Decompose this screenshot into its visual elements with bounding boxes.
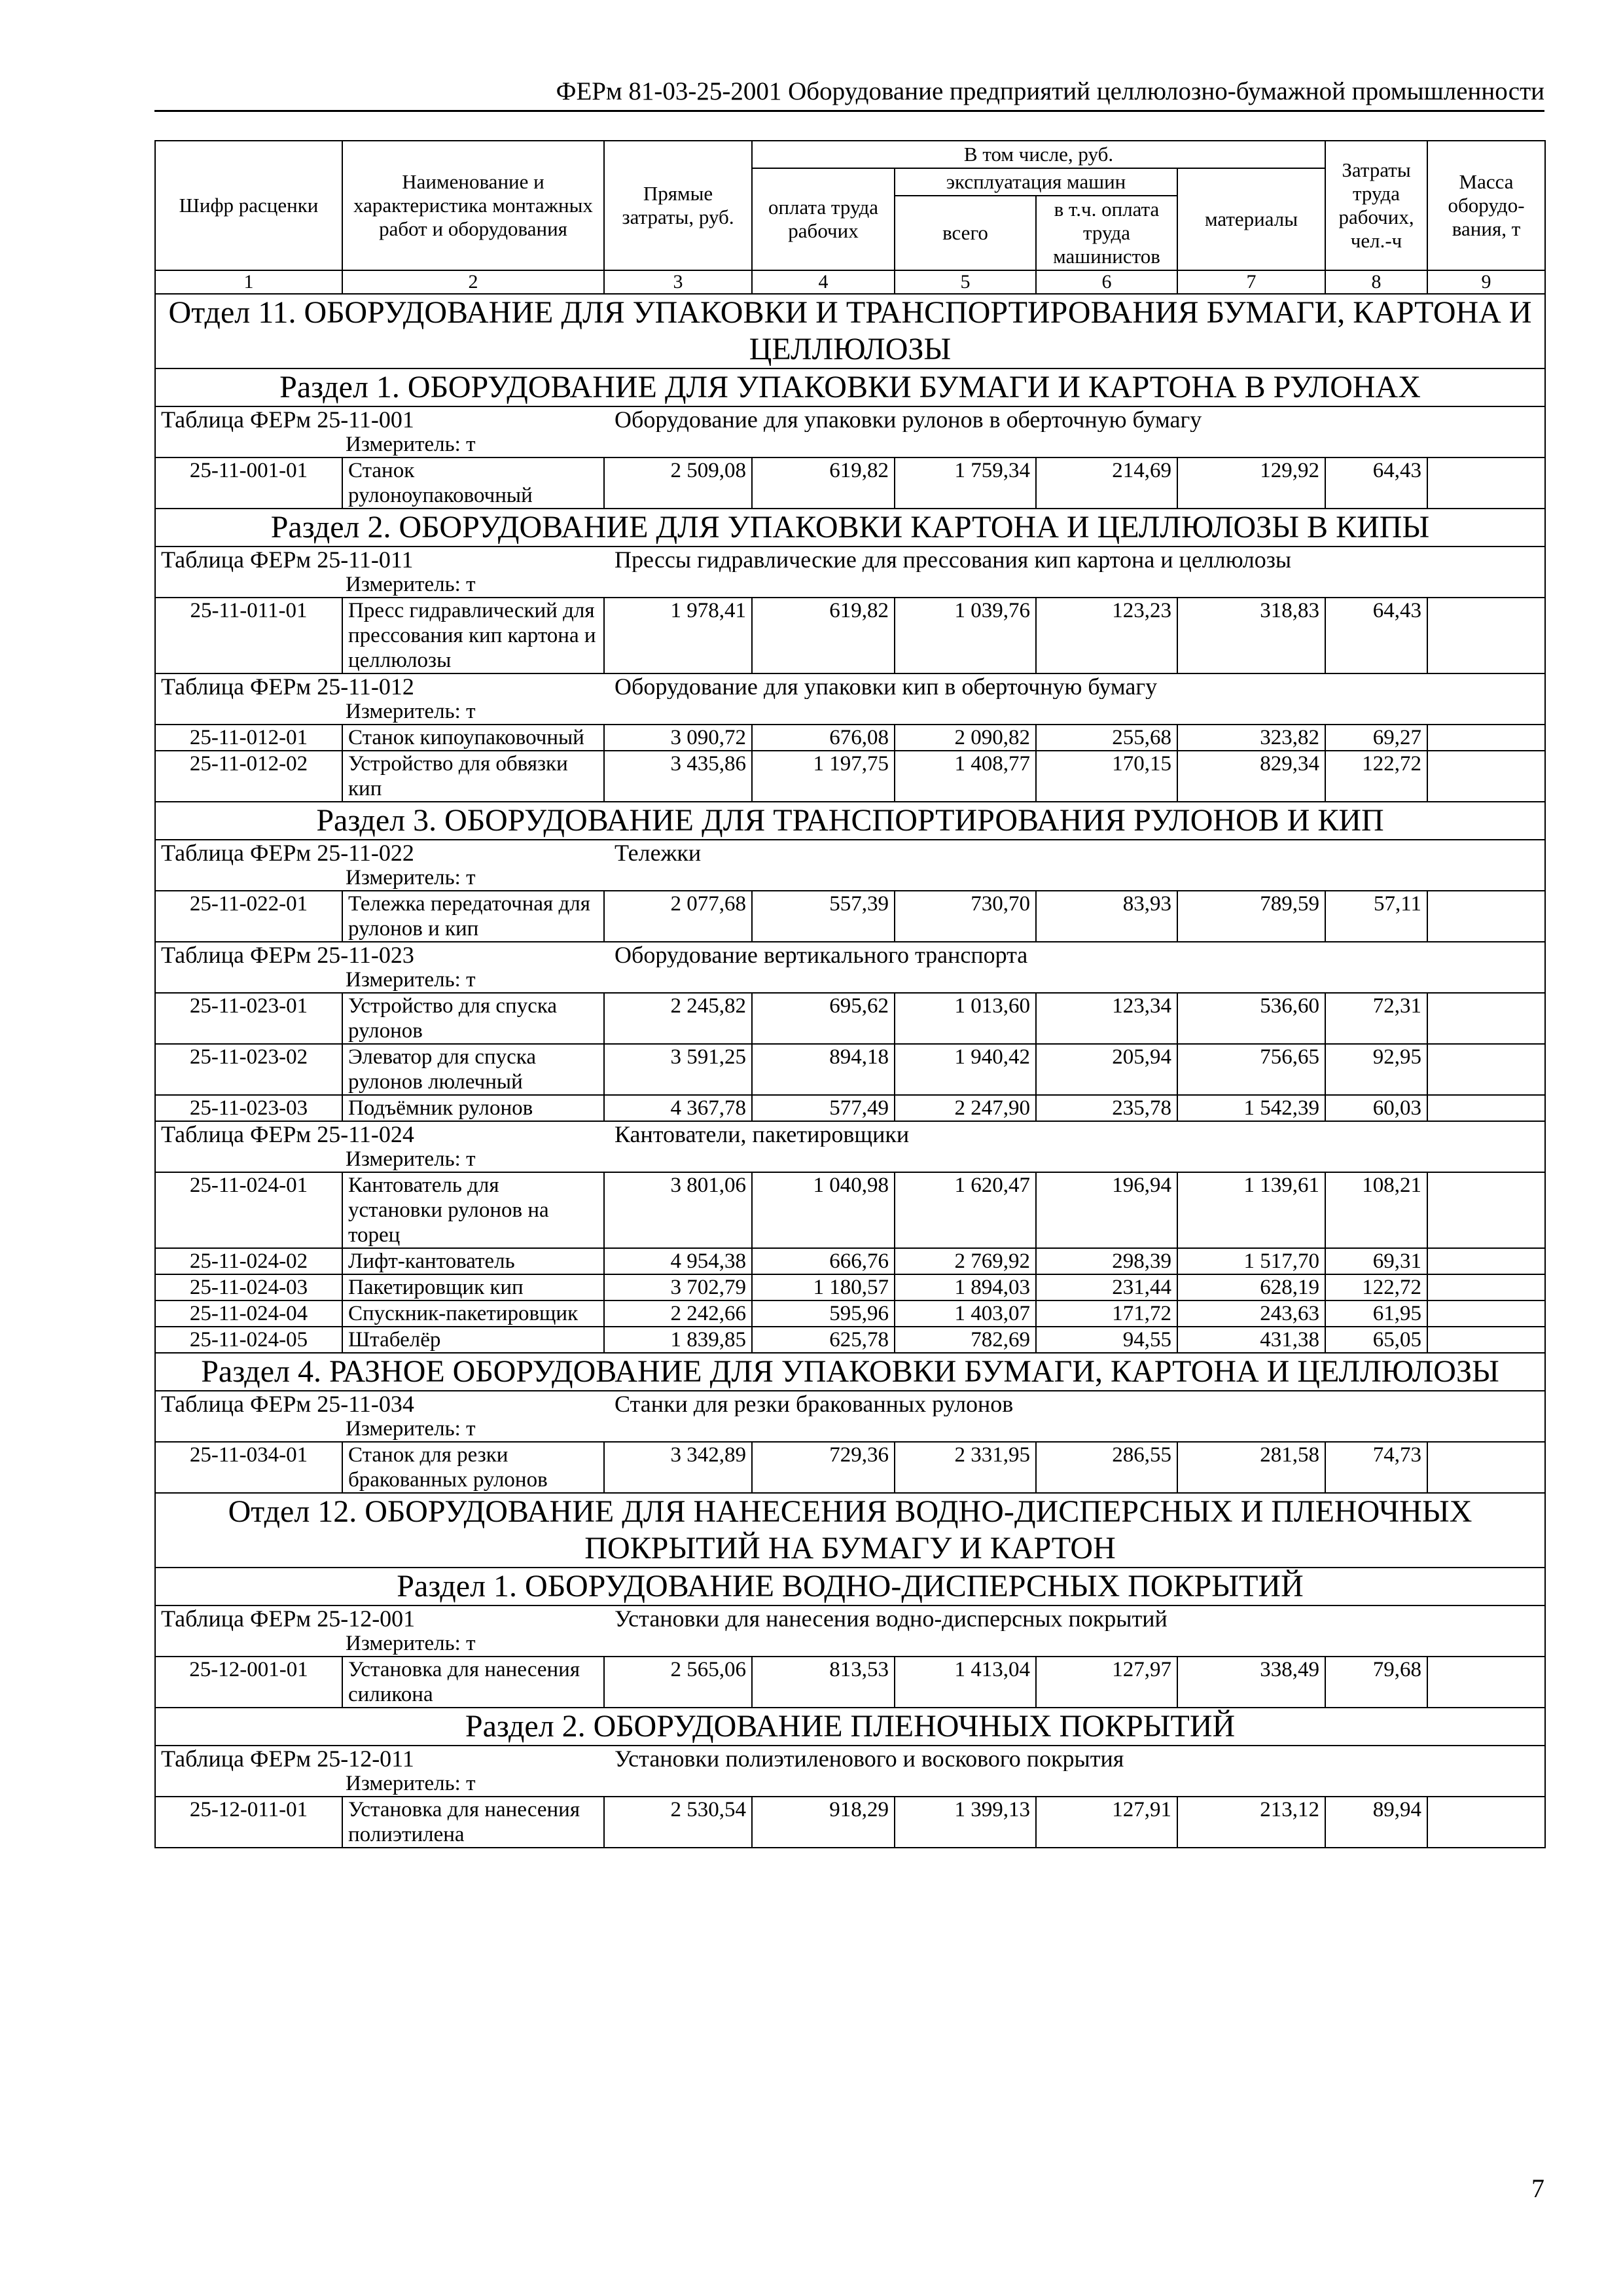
wages-cost: 695,62 — [752, 993, 895, 1044]
materials-cost: 281,58 — [1177, 1442, 1325, 1493]
materials-cost: 756,65 — [1177, 1044, 1325, 1095]
machines-total: 782,69 — [895, 1327, 1036, 1353]
labor-hours: 60,03 — [1325, 1095, 1427, 1121]
table-row — [155, 457, 1545, 509]
table-row — [155, 1327, 1545, 1353]
rate-name: Устройство для спуска рулонов — [342, 993, 604, 1044]
rate-code: 25-11-012-01 — [155, 725, 342, 751]
section-heading: Раздел 4. РАЗНОЕ ОБОРУДОВАНИЕ ДЛЯ УПАКОВКИ БУМАГИ, КАРТОНА И ЦЕЛЛЮЛОЗЫ — [155, 1353, 1545, 1391]
column-number: 8 — [1325, 270, 1427, 294]
machines-total: 1 408,77 — [895, 751, 1036, 802]
measure-label: Измеритель: т — [155, 432, 1545, 457]
rate-code: 25-11-034-01 — [155, 1442, 342, 1493]
column-number: 7 — [1177, 270, 1325, 294]
table-row — [155, 598, 1545, 673]
section-heading-row — [155, 802, 1545, 840]
materials-cost: 1 542,39 — [1177, 1095, 1325, 1121]
rate-code: 25-11-024-04 — [155, 1300, 342, 1327]
machinist-wages: 127,91 — [1036, 1797, 1177, 1848]
rate-name: Тележка передаточная для рулонов и кип — [342, 891, 604, 942]
measure-label: Измеритель: т — [155, 572, 1545, 598]
column-number: 2 — [342, 270, 604, 294]
machines-total: 1 403,07 — [895, 1300, 1036, 1327]
table-code: Таблица ФЕРм 25-11-024 — [155, 1121, 604, 1147]
table-heading-row — [155, 673, 1545, 699]
machinist-wages: 170,15 — [1036, 751, 1177, 802]
table-row — [155, 751, 1545, 802]
direct-cost: 2 077,68 — [604, 891, 752, 942]
wages-cost: 676,08 — [752, 725, 895, 751]
direct-cost: 4 367,78 — [604, 1095, 752, 1121]
rate-code: 25-11-023-01 — [155, 993, 342, 1044]
direct-cost: 2 509,08 — [604, 457, 752, 509]
measure-row — [155, 1771, 1545, 1797]
col-mass-header: Масса оборудо-вания, т — [1427, 141, 1545, 270]
machinist-wages: 286,55 — [1036, 1442, 1177, 1493]
wages-cost: 1 197,75 — [752, 751, 895, 802]
column-number: 1 — [155, 270, 342, 294]
wages-cost: 619,82 — [752, 457, 895, 509]
measure-row — [155, 699, 1545, 725]
section-heading-row — [155, 294, 1545, 368]
measure-row — [155, 1416, 1545, 1442]
table-row — [155, 1797, 1545, 1848]
machinist-wages: 214,69 — [1036, 457, 1177, 509]
table-heading-row — [155, 1605, 1545, 1631]
measure-row — [155, 432, 1545, 457]
wages-cost: 894,18 — [752, 1044, 895, 1095]
direct-cost: 2 242,66 — [604, 1300, 752, 1327]
wages-cost: 666,76 — [752, 1248, 895, 1274]
table-title: Тележки — [604, 840, 1545, 865]
rate-code: 25-11-022-01 — [155, 891, 342, 942]
table-title: Оборудование для упаковки кип в оберточную бумагу — [604, 673, 1545, 699]
materials-cost: 243,63 — [1177, 1300, 1325, 1327]
table-code: Таблица ФЕРм 25-11-011 — [155, 547, 604, 572]
wages-cost: 1 180,57 — [752, 1274, 895, 1300]
machinist-wages: 171,72 — [1036, 1300, 1177, 1327]
section-heading: Раздел 2. ОБОРУДОВАНИЕ ДЛЯ УПАКОВКИ КАРТОНА И ЦЕЛЛЮЛОЗЫ В КИПЫ — [155, 509, 1545, 547]
machinist-wages: 255,68 — [1036, 725, 1177, 751]
materials-cost: 1 139,61 — [1177, 1172, 1325, 1248]
section-heading-row — [155, 368, 1545, 406]
equipment-mass — [1427, 725, 1545, 751]
measure-label: Измеритель: т — [155, 1147, 1545, 1172]
table-row — [155, 1442, 1545, 1493]
section-heading: Отдел 12. ОБОРУДОВАНИЕ ДЛЯ НАНЕСЕНИЯ ВОДНО-ДИСПЕРСНЫХ И ПЛЕНОЧНЫХ ПОКРЫТИЙ НА БУМАГУ И КАРТОН — [155, 1493, 1545, 1568]
measure-row — [155, 967, 1545, 993]
rate-code: 25-11-024-01 — [155, 1172, 342, 1248]
labor-hours: 89,94 — [1325, 1797, 1427, 1848]
equipment-mass — [1427, 1172, 1545, 1248]
rate-name: Элеватор для спуска рулонов люлечный — [342, 1044, 604, 1095]
machines-total: 1 620,47 — [895, 1172, 1036, 1248]
column-number: 6 — [1036, 270, 1177, 294]
table-heading-row — [155, 1746, 1545, 1771]
measure-row — [155, 572, 1545, 598]
machinist-wages: 205,94 — [1036, 1044, 1177, 1095]
col-total-header: всего — [895, 196, 1036, 270]
rate-code: 25-12-011-01 — [155, 1797, 342, 1848]
labor-hours: 74,73 — [1325, 1442, 1427, 1493]
equipment-mass — [1427, 1300, 1545, 1327]
rate-code: 25-11-024-05 — [155, 1327, 342, 1353]
col-materials-header: материалы — [1177, 168, 1325, 270]
labor-hours: 69,31 — [1325, 1248, 1427, 1274]
table-row — [155, 993, 1545, 1044]
table-code: Таблица ФЕРм 25-11-034 — [155, 1391, 604, 1416]
rate-name: Кантователь для установки рулонов на торец — [342, 1172, 604, 1248]
page-number: 7 — [1531, 2174, 1544, 2203]
rate-name: Установка для нанесения полиэтилена — [342, 1797, 604, 1848]
measure-row — [155, 1147, 1545, 1172]
section-heading: Раздел 1. ОБОРУДОВАНИЕ ВОДНО-ДИСПЕРСНЫХ ПОКРЫТИЙ — [155, 1568, 1545, 1605]
labor-hours: 64,43 — [1325, 457, 1427, 509]
direct-cost: 3 090,72 — [604, 725, 752, 751]
direct-cost: 3 342,89 — [604, 1442, 752, 1493]
table-row — [155, 1274, 1545, 1300]
measure-row — [155, 865, 1545, 891]
materials-cost: 129,92 — [1177, 457, 1325, 509]
section-heading-row — [155, 1708, 1545, 1746]
wages-cost: 595,96 — [752, 1300, 895, 1327]
wages-cost: 813,53 — [752, 1657, 895, 1708]
direct-cost: 2 530,54 — [604, 1797, 752, 1848]
materials-cost: 789,59 — [1177, 891, 1325, 942]
wages-cost: 625,78 — [752, 1327, 895, 1353]
rate-name: Станок кипоупаковочный — [342, 725, 604, 751]
machinist-wages: 123,34 — [1036, 993, 1177, 1044]
labor-hours: 72,31 — [1325, 993, 1427, 1044]
wages-cost: 577,49 — [752, 1095, 895, 1121]
machines-total: 1 039,76 — [895, 598, 1036, 673]
rate-code: 25-11-012-02 — [155, 751, 342, 802]
machinist-wages: 94,55 — [1036, 1327, 1177, 1353]
machinist-wages: 235,78 — [1036, 1095, 1177, 1121]
machines-total: 1 399,13 — [895, 1797, 1036, 1848]
materials-cost: 431,38 — [1177, 1327, 1325, 1353]
rate-code: 25-11-023-03 — [155, 1095, 342, 1121]
direct-cost: 3 591,25 — [604, 1044, 752, 1095]
materials-cost: 536,60 — [1177, 993, 1325, 1044]
machines-total: 2 090,82 — [895, 725, 1036, 751]
table-title: Оборудование для упаковки рулонов в оберточную бумагу — [604, 406, 1545, 432]
table-title: Станки для резки бракованных рулонов — [604, 1391, 1545, 1416]
machinist-wages: 231,44 — [1036, 1274, 1177, 1300]
materials-cost: 323,82 — [1177, 725, 1325, 751]
direct-cost: 2 565,06 — [604, 1657, 752, 1708]
direct-cost: 4 954,38 — [604, 1248, 752, 1274]
table-heading-row — [155, 547, 1545, 572]
rate-name: Спускник-пакетировщик — [342, 1300, 604, 1327]
machines-total: 1 013,60 — [895, 993, 1036, 1044]
column-number: 3 — [604, 270, 752, 294]
rate-code: 25-11-011-01 — [155, 598, 342, 673]
column-number: 5 — [895, 270, 1036, 294]
table-row — [155, 891, 1545, 942]
machines-total: 1 940,42 — [895, 1044, 1036, 1095]
wages-cost: 729,36 — [752, 1442, 895, 1493]
table-code: Таблица ФЕРм 25-11-022 — [155, 840, 604, 865]
table-code: Таблица ФЕРм 25-11-012 — [155, 673, 604, 699]
table-row — [155, 1300, 1545, 1327]
equipment-mass — [1427, 1274, 1545, 1300]
machines-total: 1 759,34 — [895, 457, 1036, 509]
rate-name: Подъёмник рулонов — [342, 1095, 604, 1121]
equipment-mass — [1427, 891, 1545, 942]
rate-name: Станок рулоноупаковочный — [342, 457, 604, 509]
materials-cost: 213,12 — [1177, 1797, 1325, 1848]
table-heading-row — [155, 942, 1545, 967]
table-code: Таблица ФЕРм 25-12-001 — [155, 1605, 604, 1631]
table-row — [155, 1044, 1545, 1095]
wages-cost: 1 040,98 — [752, 1172, 895, 1248]
machines-total: 2 247,90 — [895, 1095, 1036, 1121]
measure-label: Измеритель: т — [155, 699, 1545, 725]
materials-cost: 1 517,70 — [1177, 1248, 1325, 1274]
direct-cost: 3 702,79 — [604, 1274, 752, 1300]
materials-cost: 628,19 — [1177, 1274, 1325, 1300]
labor-hours: 65,05 — [1325, 1327, 1427, 1353]
machinist-wages: 298,39 — [1036, 1248, 1177, 1274]
measure-label: Измеритель: т — [155, 865, 1545, 891]
direct-cost: 1 978,41 — [604, 598, 752, 673]
table-row — [155, 1172, 1545, 1248]
table-title: Установки полиэтиленового и воскового покрытия — [604, 1746, 1545, 1771]
labor-hours: 69,27 — [1325, 725, 1427, 751]
table-code: Таблица ФЕРм 25-11-023 — [155, 942, 604, 967]
table-heading-row — [155, 840, 1545, 865]
rate-name: Установка для нанесения силикона — [342, 1657, 604, 1708]
section-heading: Раздел 3. ОБОРУДОВАНИЕ ДЛЯ ТРАНСПОРТИРОВАНИЯ РУЛОНОВ И КИП — [155, 802, 1545, 840]
section-heading: Раздел 2. ОБОРУДОВАНИЕ ПЛЕНОЧНЫХ ПОКРЫТИЙ — [155, 1708, 1545, 1746]
table-row — [155, 1095, 1545, 1121]
measure-label: Измеритель: т — [155, 1631, 1545, 1657]
col-code-header: Шифр расценки — [155, 141, 342, 270]
table-title: Оборудование вертикального транспорта — [604, 942, 1545, 967]
table-code: Таблица ФЕРм 25-12-011 — [155, 1746, 604, 1771]
section-heading-row — [155, 509, 1545, 547]
labor-hours: 79,68 — [1325, 1657, 1427, 1708]
measure-row — [155, 1631, 1545, 1657]
rate-name: Станок для резки бракованных рулонов — [342, 1442, 604, 1493]
rate-code: 25-11-001-01 — [155, 457, 342, 509]
equipment-mass — [1427, 1442, 1545, 1493]
table-row — [155, 1657, 1545, 1708]
section-heading: Раздел 1. ОБОРУДОВАНИЕ ДЛЯ УПАКОВКИ БУМАГИ И КАРТОНА В РУЛОНАХ — [155, 368, 1545, 406]
wages-cost: 557,39 — [752, 891, 895, 942]
materials-cost: 338,49 — [1177, 1657, 1325, 1708]
section-heading-row — [155, 1568, 1545, 1605]
direct-cost: 3 801,06 — [604, 1172, 752, 1248]
labor-hours: 61,95 — [1325, 1300, 1427, 1327]
equipment-mass — [1427, 1657, 1545, 1708]
equipment-mass — [1427, 993, 1545, 1044]
labor-hours: 64,43 — [1325, 598, 1427, 673]
rates-table — [154, 140, 1546, 1848]
equipment-mass — [1427, 1248, 1545, 1274]
labor-hours: 108,21 — [1325, 1172, 1427, 1248]
equipment-mass — [1427, 457, 1545, 509]
col-incl-header: В том числе, руб. — [752, 141, 1325, 168]
col-machinist-header: в т.ч. оплата труда машинистов — [1036, 196, 1177, 270]
direct-cost: 3 435,86 — [604, 751, 752, 802]
table-title: Кантователи, пакетировщики — [604, 1121, 1545, 1147]
direct-cost: 1 839,85 — [604, 1327, 752, 1353]
table-heading-row — [155, 1121, 1545, 1147]
section-heading: Отдел 11. ОБОРУДОВАНИЕ ДЛЯ УПАКОВКИ И ТРАНСПОРТИРОВАНИЯ БУМАГИ, КАРТОНА И ЦЕЛЛЮЛОЗЫ — [155, 294, 1545, 368]
equipment-mass — [1427, 598, 1545, 673]
equipment-mass — [1427, 751, 1545, 802]
table-code: Таблица ФЕРм 25-11-001 — [155, 406, 604, 432]
equipment-mass — [1427, 1095, 1545, 1121]
col-wages-header: оплата труда рабочих — [752, 168, 895, 270]
rate-name: Лифт-кантователь — [342, 1248, 604, 1274]
labor-hours: 122,72 — [1325, 751, 1427, 802]
machines-total: 1 413,04 — [895, 1657, 1036, 1708]
measure-label: Измеритель: т — [155, 967, 1545, 993]
column-number: 9 — [1427, 270, 1545, 294]
rate-name: Устройство для обвязки кип — [342, 751, 604, 802]
machinist-wages: 83,93 — [1036, 891, 1177, 942]
table-title: Установки для нанесения водно-дисперсных покрытий — [604, 1605, 1545, 1631]
col-labor-header: Затраты труда рабочих, чел.-ч — [1325, 141, 1427, 270]
equipment-mass — [1427, 1797, 1545, 1848]
table-heading-row — [155, 1391, 1545, 1416]
section-heading-row — [155, 1493, 1545, 1568]
rate-name: Пресс гидравлический для прессования кип картона и целлюлозы — [342, 598, 604, 673]
labor-hours: 92,95 — [1325, 1044, 1427, 1095]
equipment-mass — [1427, 1327, 1545, 1353]
wages-cost: 619,82 — [752, 598, 895, 673]
column-numbers-row — [155, 270, 1545, 294]
column-number: 4 — [752, 270, 895, 294]
col-machines-header: эксплуатация машин — [895, 168, 1177, 196]
measure-label: Измеритель: т — [155, 1771, 1545, 1797]
materials-cost: 318,83 — [1177, 598, 1325, 673]
rate-code: 25-11-023-02 — [155, 1044, 342, 1095]
table-row — [155, 725, 1545, 751]
labor-hours: 122,72 — [1325, 1274, 1427, 1300]
table-header — [155, 141, 1545, 294]
machines-total: 1 894,03 — [895, 1274, 1036, 1300]
table-heading-row — [155, 406, 1545, 432]
machinist-wages: 127,97 — [1036, 1657, 1177, 1708]
wages-cost: 918,29 — [752, 1797, 895, 1848]
col-name-header: Наименование и характеристика монтажных работ и оборудования — [342, 141, 604, 270]
table-body — [155, 294, 1545, 1848]
page-header: ФЕРм 81-03-25-2001 Оборудование предприятий целлюлозно-бумажной промышленности — [154, 73, 1544, 112]
table-title: Прессы гидравлические для прессования кип картона и целлюлозы — [604, 547, 1545, 572]
measure-label: Измеритель: т — [155, 1416, 1545, 1442]
materials-cost: 829,34 — [1177, 751, 1325, 802]
machinist-wages: 123,23 — [1036, 598, 1177, 673]
table-row — [155, 1248, 1545, 1274]
equipment-mass — [1427, 1044, 1545, 1095]
machines-total: 730,70 — [895, 891, 1036, 942]
rate-name: Пакетировщик кип — [342, 1274, 604, 1300]
rate-name: Штабелёр — [342, 1327, 604, 1353]
machines-total: 2 331,95 — [895, 1442, 1036, 1493]
rate-code: 25-11-024-02 — [155, 1248, 342, 1274]
section-heading-row — [155, 1353, 1545, 1391]
col-direct-header: Прямые затраты, руб. — [604, 141, 752, 270]
labor-hours: 57,11 — [1325, 891, 1427, 942]
machines-total: 2 769,92 — [895, 1248, 1036, 1274]
direct-cost: 2 245,82 — [604, 993, 752, 1044]
rate-code: 25-11-024-03 — [155, 1274, 342, 1300]
machinist-wages: 196,94 — [1036, 1172, 1177, 1248]
rate-code: 25-12-001-01 — [155, 1657, 342, 1708]
